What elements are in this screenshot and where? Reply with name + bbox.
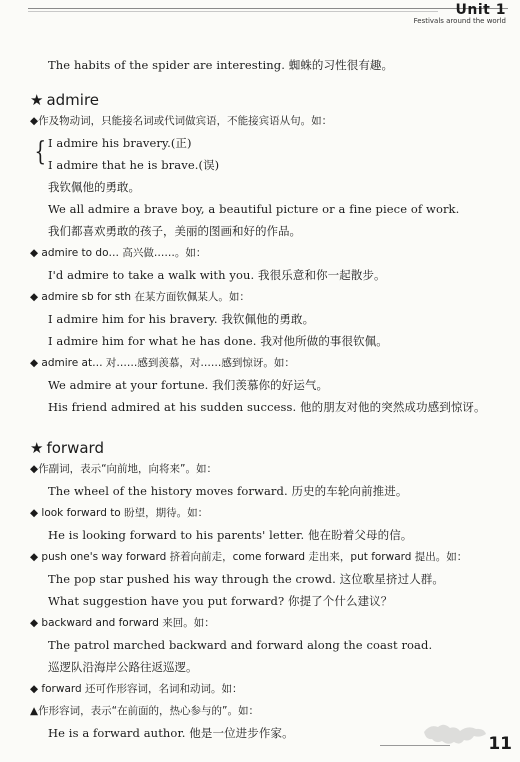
usage-point: ◆作副词，表示“向前地，向将来”。如： — [30, 463, 217, 475]
example-line: I admire his bravery.(正) — [48, 136, 192, 150]
unit-subtitle: Festivals around the world — [413, 17, 506, 25]
example-line: The pop star pushed his way through the crowd. 这位歌星挤过人群。 — [48, 572, 445, 586]
example-line: I admire him for what he has done. 我对他所做的事很钦佩。 — [48, 334, 388, 348]
usage-point: ◆ admire to do… 高兴做……。如： — [30, 247, 207, 259]
world-map-watermark — [420, 718, 490, 752]
example-line: The wheel of the history moves forward. 历史的车轮向前推进。 — [48, 484, 408, 498]
example-line: I'd admire to take a walk with you. 我很乐意和你一起散步。 — [48, 268, 386, 282]
example-line: 我钦佩他的勇敢。 — [48, 180, 140, 194]
example-line: I admire him for his bravery. 我钦佩他的勇敢。 — [48, 312, 315, 326]
page-number: 11 — [488, 734, 512, 754]
usage-point: ◆ push one's way forward 挤着向前走，come forward 走出来，put forward 提出。如： — [30, 551, 468, 563]
usage-point: ▲作形容词，表示“在前面的，热心参与的”。如： — [30, 705, 259, 717]
intro-example: The habits of the spider are interesting. 蜘蛛的习性很有趣。 — [48, 58, 394, 72]
footer-rule — [380, 745, 450, 746]
example-line: He is looking forward to his parents' letter. 他在盼着父母的信。 — [48, 528, 413, 542]
usage-point: ◆ look forward to 盼望，期待。如： — [30, 507, 209, 519]
example-line: The patrol marched backward and forward along the coast road. — [48, 638, 433, 652]
entry-title: forward — [46, 439, 104, 457]
header-rule-secondary — [28, 11, 438, 12]
brace-icon: { — [34, 137, 47, 167]
example-line: We all admire a brave boy, a beautiful picture or a fine piece of work. — [48, 202, 460, 216]
usage-point: ◆ forward 还可作形容词，名词和动词。如： — [30, 683, 243, 695]
example-pair — [30, 132, 500, 176]
example-line: 巡逻队沿海岸公路往返巡逻。 — [48, 660, 198, 674]
example-line: His friend admired at his sudden success. 他的朋友对他的突然成功感到惊讶。 — [48, 400, 486, 414]
example-line: 我们都喜欢勇敢的孩子，美丽的图画和好的作品。 — [48, 224, 301, 238]
usage-point: ◆作及物动词，只能接名词或代词做宾语，不能接宾语从句。如： — [30, 115, 333, 127]
entry-title: admire — [46, 91, 100, 109]
star-icon: ★ — [30, 439, 44, 457]
usage-point: ◆ admire at… 对……感到羡慕，对……感到惊讶。如： — [30, 357, 295, 369]
usage-point: ◆ admire sb for sth 在某方面钦佩某人。如： — [30, 291, 250, 303]
entry-heading-admire — [30, 90, 500, 110]
example-line: What suggestion have you put forward? 你提了个什么建议？ — [48, 594, 393, 608]
unit-title: Unit 1 — [455, 2, 506, 18]
entry-heading-forward — [30, 438, 500, 458]
page-content — [30, 54, 500, 744]
unit-header — [414, 2, 506, 25]
example-line: We admire at your fortune. 我们羡慕你的好运气。 — [48, 378, 329, 392]
example-line: He is a forward author. 他是一位进步作家。 — [48, 726, 294, 740]
example-line: I admire that he is brave.(误) — [48, 158, 220, 172]
usage-point: ◆ backward and forward 来回。如： — [30, 617, 215, 629]
star-icon: ★ — [30, 91, 44, 109]
